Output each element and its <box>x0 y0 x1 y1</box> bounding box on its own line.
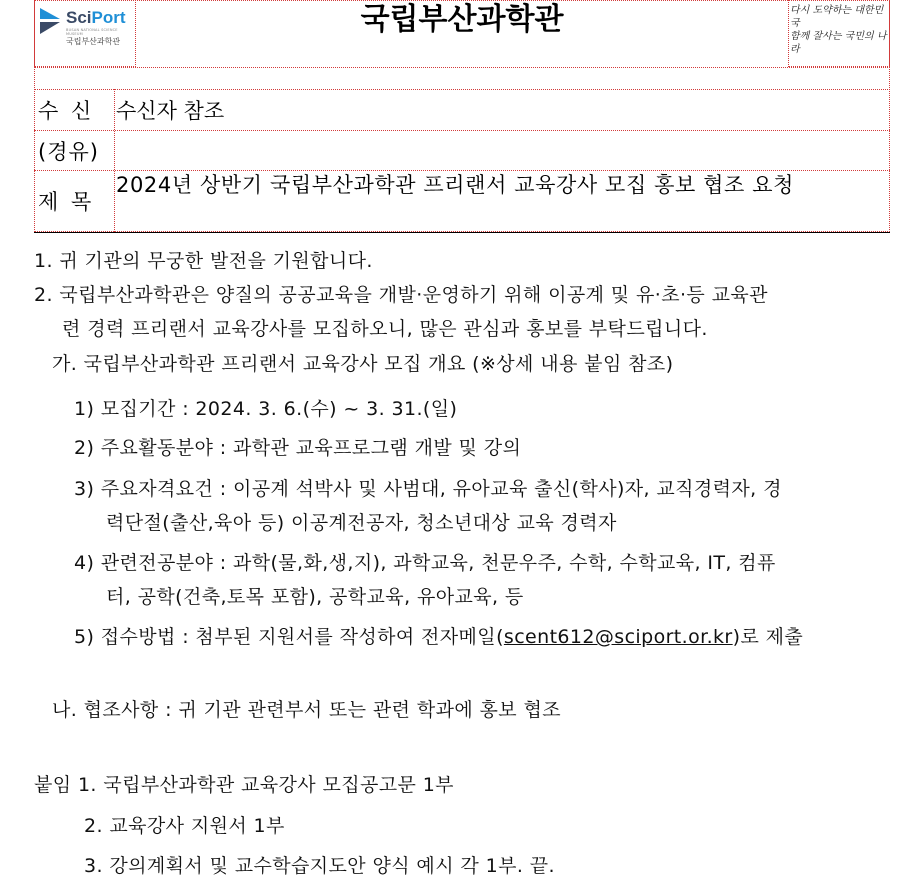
logo-mark-icon <box>38 6 64 36</box>
attachment-2: 2. 교육강사 지원서 1부 <box>84 815 285 837</box>
org-title: 국립부산과학관 <box>360 2 564 37</box>
paragraph-2: 2. 국립부산과학관은 양질의 공공교육을 개발·운영하기 위해 이공계 및 유·초·등 교육관 <box>34 284 768 306</box>
recipient-label: 수 신 <box>38 99 95 123</box>
section-na: 나. 협조사항 : 귀 기관 관련부서 또는 관련 학과에 홍보 협조 <box>52 699 561 721</box>
header-bottom-rule <box>34 232 890 233</box>
item-5: 5) 접수방법 : 첨부된 지원서를 작성하여 전자메일(scent612@sciport.or.kr)로 제출 <box>74 626 804 648</box>
attachment-1: 붙임 1. 국립부산과학관 교육강사 모집공고문 1부 <box>34 774 454 796</box>
attachment-3: 3. 강의계획서 및 교수학습지도안 양식 예시 각 1부. 끝. <box>84 855 555 877</box>
subject-label: 제 목 <box>38 190 95 214</box>
divider <box>34 67 890 68</box>
contact-email-link[interactable]: scent612@sciport.or.kr <box>503 626 733 648</box>
divider <box>34 89 890 90</box>
logo-tagline: BUSAN NATIONAL SCIENCE MUSEUM <box>66 28 118 36</box>
item-1: 1) 모집기간 : 2024. 3. 6.(수) ~ 3. 31.(일) <box>74 398 458 420</box>
slogan <box>790 4 888 56</box>
paragraph-2-cont: 련 경력 프리랜서 교육강사를 모집하오니, 많은 관심과 홍보를 부탁드립니다. <box>62 318 708 340</box>
item-3: 3) 주요자격요건 : 이공계 석박사 및 사범대, 유아교육 출신(학사)자, 교직경력자, 경 <box>74 478 782 500</box>
subject-value: 2024년 상반기 국립부산과학관 프리랜서 교육강사 모집 홍보 협조 요청 <box>116 173 794 197</box>
item-4: 4) 관련전공분야 : 과학(물,화,생,지), 과학교육, 천문우주, 수학, 수학교육, IT, 컴퓨 <box>74 552 776 574</box>
paragraph-1: 1. 귀 기관의 무궁한 발전을 기원합니다. <box>34 250 373 272</box>
via-label: (경유) <box>38 140 99 164</box>
logo-wordmark: SciPort <box>66 8 126 27</box>
item-2: 2) 주요활동분야 : 과학관 교육프로그램 개발 및 강의 <box>74 437 522 459</box>
logo-korean-name: 국립부산과학관 <box>66 37 121 46</box>
item-3-cont: 력단절(출산,육아 등) 이공계전공자, 청소년대상 교육 경력자 <box>106 512 617 534</box>
item-4-cont: 터, 공학(건축,토목 포함), 공학교육, 유아교육, 등 <box>106 586 524 608</box>
divider <box>34 130 890 131</box>
sciport-logo <box>38 6 134 56</box>
recipient-value: 수신자 참조 <box>116 99 225 123</box>
section-ga: 가. 국립부산과학관 프리랜서 교육강사 모집 개요 (※상세 내용 붙임 참조) <box>52 353 674 375</box>
letterhead <box>34 0 890 233</box>
slogan-line: 함께 잘사는 국민의 나라 <box>790 31 887 55</box>
label-divider <box>114 89 115 232</box>
slogan-line: 다시 도약하는 대한민국 <box>790 5 884 29</box>
